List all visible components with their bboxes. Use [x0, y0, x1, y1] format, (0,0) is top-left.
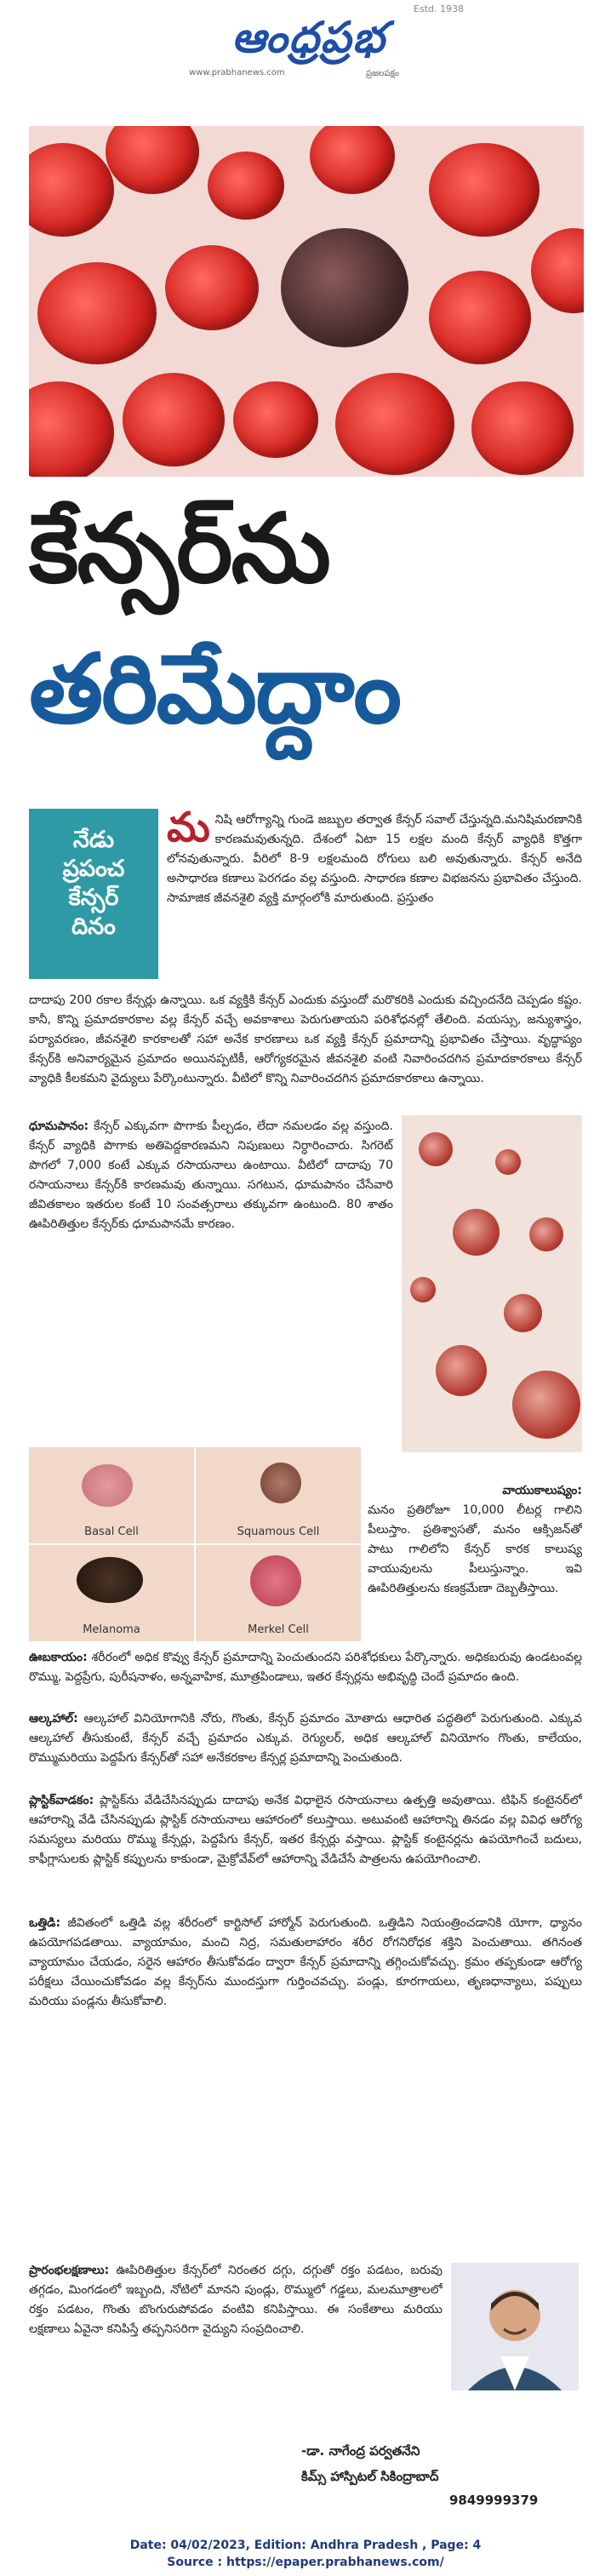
- plastic-text: ప్లాస్టిక్‌ను వేడిచేసినప్పుడు దాదాపు అనేక విధాలైన రసాయనాలు ఉత్పత్తి అవుతాయి. టిఫిన్ కంటైనర్‌లో ఆహారాన్ని వేడి చేసినప్పుడు ప్లాస్టిక్ రసాయనాలు ఆహారంలో కలుస్తాయి. అటువంటి ఆహారాన్ని తినడం వల్ల వివిధ ఆరోగ్య సమస్యలు మరియు రొమ్ము కేన్సర్లు, పెద్దపేగు కేన్సర్, ఇతర కేన్సర్లు వస్తాయి. ప్లాస్టిక్ కంటైనర్లను ఉపయోగించే బదులు, కాఫీగ్లాసులకు ప్లాస్టిక్ కప్పులను కాకుండా, మైక్రోవేవ్‌లో ఆహారాన్ని వేడిచేసే పాత్రలను ఉపయోగించాలి.: [29, 1794, 582, 1866]
- symptoms-section: [29, 2261, 443, 2457]
- day-box-line: దినం: [71, 913, 116, 940]
- doctor-name: -డా. నాగేంద్ర పర్వతనేని: [301, 2443, 420, 2459]
- melanoma-label: Melanoma: [83, 1623, 140, 1636]
- smoking-text: కేన్సర్ ఎక్కువగా పొగాకు పీల్చడం, లేదా నమలడం వల్ల వస్తుంది. కేన్సర్ వ్యాధికి పొగాకు అతిపెద్దకారణమని నిపుణులు నిర్ధారించారు. సిగరెట్ పొగలో 7,000 కంటే ఎక్కువ రసాయనాలు ఉంటాయి. వీటిలో దాదాపు 70 రసాయనాలు కేన్సర్‌కి కారణమవు తున్నాయి. సగటున, ధూమపానం చేసేవారి జీవితకాలం ఇతరుల కంటే 10 సంవత్సరాలు తక్కువగా ఉంటుంది. 80 శాతం ఊపిరితిత్తుల కేన్సర్‌కు ధూమపానమే కారణం.: [29, 1119, 393, 1231]
- doctor-photo: [451, 2263, 579, 2390]
- alcohol-heading: ఆల్కహాల్:: [29, 1712, 78, 1726]
- drop-cap: మ: [167, 810, 210, 851]
- obesity-heading: ఊబకాయం:: [29, 1651, 88, 1664]
- squamous-cell-label: Squamous Cell: [237, 1526, 320, 1538]
- established-year: Estd. 1938: [414, 3, 464, 14]
- alcohol-text: ఆల్కహాల్ వినియోగానికి నోరు, గొంతు, కేన్సర్ ప్రమాదం మోతాదు ఆధారిత పద్ధతిలో పెరుగుతుంది. ఎక్కువ ఆల్కహాల్ తీసుకుంటే, కేన్సర్ వచ్చే ప్రమాదం ఎక్కువ. రెగ్యులర్, అధిక ఆల్కహాల్ వినియోగం గొంతు, కాలేయం, రొమ్ముమరియు పెద్దపేగు కేన్సర్‌తో సహా అనేకరకాల కేన్సర్ల ప్రమాదాన్ని పెంచుతుంది.: [29, 1712, 582, 1765]
- day-box-line: ప్రపంచ: [62, 856, 125, 882]
- air-pollution-section: [368, 1481, 582, 1643]
- intro-text: నిషి ఆరోగ్యాన్ని గుండె జబ్బుల తర్వాత కేన్సర్ సవాల్ చేస్తున్నది.మనిషిమరణానికి కారణమవుతున్నది. దేశంలో ఏటా 15 లక్షల మంది కేన్సర్ వ్యాధికి కొత్తగా లోనవుతున్నారు. వీరిలో 8-9 లక్షలమంది రోగులు బలి అవుతున్నారు. కేన్సర్ అనేది అసాధారణ కణాలు పెరగడం వల్ల వస్తుంది. సాధారణ కణాల విభజనను ప్రభావితం చేస్తుంది. సామాజిక జీవనశైలి వ్యక్తి మార్గంలోకి మారుతుంది. ప్రస్తుతం: [167, 813, 582, 905]
- merkel-cell-label: Merkel Cell: [248, 1623, 309, 1636]
- stress-section: [29, 1914, 582, 2254]
- melanoma-tile: [29, 1545, 194, 1641]
- day-box-line: కేన్సర్: [68, 884, 119, 911]
- tumor-cell: [281, 228, 408, 347]
- stress-text: జీవితంలో ఒత్తిడి వల్ల శరీరంలో కార్టిసోల్ హార్మోన్ పెరుగుతుంది. ఒత్తిడిని నియంత్రించడానికి యోగా, ధ్యానం ఉపయోగపడతాయి. వ్యాయామం, మంచి నిద్ర, సమతులాహారం శరీర రోగనిరోధక శక్తిని పెంచుతాయి. తగినంత వ్యాయామం చేయడం, సరైన ఆహారం తీసుకోవడం ద్వారా కేన్సర్ ప్రమాదాన్ని తగ్గించుకోవచ్చు. క్రమం తప్పకుండా ఆరోగ్య పరీక్షలు చేయించుకోవడం వల్ల కేన్సర్‌ను ముందస్తుగా గుర్తించవచ్చు. పండ్లు, కూరగాయలు, తృణధాన్యాలు, పప్పులు మరియు పండ్లను తీసుకోవాలి.: [29, 1916, 582, 2008]
- masthead: [0, 0, 611, 102]
- obesity-text: శరీరంలో అధిక కొవ్వు కేన్సర్ ప్రమాదాన్ని పెంచుతుందని పరిశోధకులు పేర్కొన్నారు. అధికబరువు ఉండటంవల్ల రొమ్ము, పెద్దప్రేగు, పురీషనాళం, అన్నవాహిక, మూత్రపిండాలు, ఇతర కేన్సర్లను అభివృద్ధి చెందే ప్రమాదం ఉంది.: [29, 1651, 582, 1684]
- basal-cell-label: Basal Cell: [84, 1526, 139, 1538]
- headline-line-2: తరిమేద్దాం: [29, 634, 401, 745]
- footer-source[interactable]: Source : https://epaper.prabhanews.com/: [167, 2556, 444, 2569]
- risk-factors-paragraph: దాదాపు 200 రకాల కేన్సర్లు ఉన్నాయి. ఒక వ్యక్తికి కేన్సర్ ఎందుకు వస్తుందో మరొకరికి ఎందుకు వచ్చిందనేది చెప్పడం కష్టం. కానీ, కొన్ని ప్రమాదకారకాల వల్ల కేన్సర్ వచ్చే అవకాశాలు పెరుగుతాయని పరిశోధనల్లో తేలింది. వయస్సు, జన్యుశాస్త్రం, పర్యావరణం, జీవనశైలి కారకాలతో సహా అనేక కారణాలు ఒక వ్యక్తి కేన్సర్ ప్రమాదాన్ని ప్రభావితం చేస్తాయి. వృద్ధాప్యం కేన్సర్‌కి అనివార్యమైన ప్రమాదం అయినప్పటికీ, ఆరోగ్యకరమైన జీవనశైలి వంటి నివారించదగిన ప్రమాదకారకాలు కేన్సర్ వ్యాధికి కీలకమని వైద్యులు పేర్కొంటున్నారు. వీటిలో కొన్ని నివారించదగిన ప్రమాదకారకాలు ఉన్నాయి.: [29, 993, 582, 1085]
- smoking-section: [29, 1117, 393, 1440]
- basal-cell-tile: [29, 1447, 194, 1543]
- symptoms-text: ఊపిరితిత్తుల కేన్సర్‌లో నిరంతర దగ్గు, దగ్గుతో రక్తం పడటం, బరువు తగ్గడం, మింగడంలో ఇబ్బంది, నోటిలో మానని పుండ్లు, రొమ్ములో గడ్డలు, మలమూత్రాలలో రక్తం పడటం, గొంతు బొంగురుపోవడం వంటివి కనిపిస్తాయి. ఈ సంకేతాలు మరియు లక్షణాలు ఏవైనా కనిపిస్తే తప్పనిసరిగా వైద్యుని సంప్రదించాలి.: [29, 2264, 443, 2336]
- intro-paragraph: [167, 810, 582, 989]
- site-url: www.prabhanews.com: [189, 68, 285, 77]
- tagline: ప్రజలపక్షం: [366, 69, 399, 78]
- footer-date: Date: 04/02/2023, Edition: Andhra Pradesh , Page: 4: [129, 2539, 482, 2552]
- air-pollution-heading: వాయుకాలుష్యం:: [502, 1484, 582, 1497]
- skin-cancer-types-image: [29, 1447, 361, 1641]
- merkel-cell-tile: [196, 1545, 361, 1641]
- plastic-heading: ప్లాస్టిక్‌వాడకం:: [29, 1794, 94, 1807]
- symptoms-heading: ప్రారంభలక్షణాలు:: [29, 2264, 110, 2277]
- world-cancer-day-box: [29, 809, 158, 979]
- footer: [0, 2537, 611, 2571]
- air-pollution-text: మనం ప్రతిరోజూ 10,000 లీటర్ల గాలిని పీలుస్తాం. ప్రతిశ్వాసతో, మనం ఆక్సిజన్‌తో పాటు గాలిలోని కేన్సర్ కారక కాలుష్య వాయువులను పీలుస్తున్నాం. ఇవి ఊపిరితిత్తులను కణక్రమేణా దెబ్బతీస్తాయి.: [368, 1503, 582, 1595]
- cancer-cells-image: [402, 1115, 582, 1452]
- hospital-name: కిమ్స్ హాస్పిటల్ సికింద్రాబాద్: [301, 2469, 439, 2484]
- day-box-line: నేడు: [72, 827, 115, 853]
- headline-line-1: కేన్సర్‌ను: [29, 494, 329, 604]
- stress-heading: ఒత్తిడి:: [29, 1916, 61, 1930]
- alcohol-section: [29, 1709, 582, 1789]
- newspaper-logo: ఆంధ్రప్రభ: [231, 13, 386, 62]
- obesity-section: [29, 1648, 582, 1708]
- smoking-heading: ధూమపానం:: [29, 1119, 89, 1133]
- plastic-section: [29, 1791, 582, 1910]
- squamous-cell-tile: [196, 1447, 361, 1543]
- blood-cells-image: [29, 126, 584, 477]
- doctor-phone: 9849999379: [449, 2493, 539, 2508]
